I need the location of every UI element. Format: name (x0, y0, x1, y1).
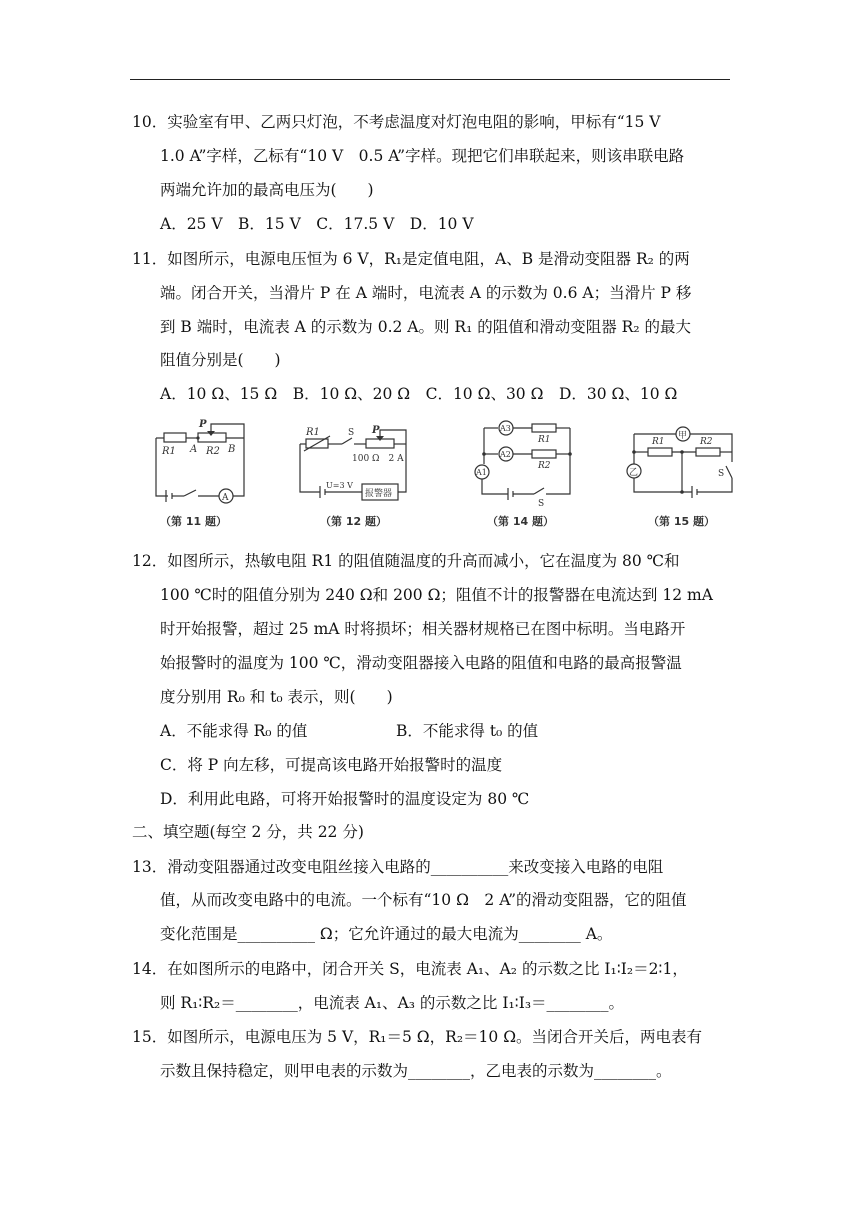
fig14-label-r1: R1 (538, 435, 551, 445)
fig15-label-yi: 乙 (629, 468, 639, 478)
circuit-diagram-q15 (620, 424, 740, 508)
fig12-label-r1: R1 (306, 427, 320, 438)
q15-line-1: 15．如图所示，电源电压为 5 V，R₁＝5 Ω，R₂＝10 Ω。当闭合开关后，两电表有 (132, 1028, 703, 1046)
circuit-diagram-q11 (136, 418, 266, 508)
fig14-label-s: S (538, 499, 545, 508)
q13-line-1: 13．滑动变阻器通过改变电阻丝接入电路的__________来改变接入电路的电阻 (132, 858, 664, 876)
fig12-label-alarm: 报警器 (365, 489, 393, 499)
q12-option-b: B．不能求得 t₀ 的值 (396, 722, 539, 740)
q11-line-2: 端。闭合开关，当滑片 P 在 A 端时，电流表 A 的示数为 0.6 A；当滑片 P 移 (160, 284, 692, 302)
header-rule (130, 79, 730, 80)
fig11-label-r1: R1 (162, 446, 176, 457)
fig11-label-r2: R2 (206, 446, 220, 457)
q12-line-3: 时开始报警，超过 25 mA 时将损坏；相关器材规格已在图中标明。当电路开 (160, 620, 686, 638)
q12-option-c: C．将 P 向左移，可提高该电路开始报警时的温度 (160, 756, 503, 774)
q11-line-4: 阻值分别是( ) (160, 351, 281, 369)
q13-line-2: 值，从而改变电路中的电流。一个标有“10 Ω 2 A”的滑动变阻器，它的阻值 (160, 891, 687, 909)
q12-line-5: 度分别用 R₀ 和 t₀ 表示，则( ) (160, 688, 393, 706)
fig12-label-spec: 100 Ω 2 A (352, 454, 404, 464)
fig12-label-u: U=3 V (326, 481, 353, 490)
q10-line-1: 10．实验室有甲、乙两只灯泡，不考虑温度对灯泡电阻的影响，甲标有“15 V (132, 113, 661, 131)
fig14-label-a2: A2 (500, 450, 511, 459)
fig11-ammeter-label: A (222, 493, 229, 503)
fig15-caption: （第 15 题） (648, 515, 715, 528)
fig14-label-a3: A3 (500, 424, 511, 433)
section-heading: 二、填空题(每空 2 分，共 22 分) (132, 823, 364, 841)
fig15-label-jia: 甲 (678, 431, 688, 441)
q14-line-1: 14．在如图所示的电路中，闭合开关 S，电流表 A₁、A₂ 的示数之比 I₁∶I₂＝2∶1， (132, 960, 688, 978)
q12-option-d: D．利用此电路，可将开始报警时的温度设定为 80 ℃ (160, 790, 530, 808)
q12-option-a: A．不能求得 R₀ 的值 (160, 722, 308, 740)
fig12-label-s: S (348, 428, 355, 438)
q15-line-2: 示数且保持稳定，则甲电表的示数为________，乙电表的示数为________。 (160, 1062, 672, 1080)
q12-line-4: 始报警时的温度为 100 ℃，滑动变阻器接入电路的阻值和电路的最高报警温 (160, 654, 682, 672)
fig12-caption: （第 12 题） (320, 515, 387, 528)
q14-line-2: 则 R₁∶R₂＝________，电流表 A₁、A₃ 的示数之比 I₁∶I₃＝________。 (160, 994, 625, 1012)
q13-line-3: 变化范围是__________ Ω；它允许通过的最大电流为________ A。 (160, 925, 613, 943)
fig14-label-a1: A1 (476, 468, 487, 477)
q12-line-2: 100 ℃时的阻值分别为 240 Ω和 200 Ω；阻值不计的报警器在电流达到 12 mA (160, 586, 713, 604)
q11-line-3: 到 B 端时，电流表 A 的示数为 0.2 A。则 R₁ 的阻值和滑动变阻器 R₂ 的最大 (160, 318, 691, 336)
circuit-diagram-q12 (296, 424, 416, 508)
circuit-diagram-q14 (470, 418, 580, 508)
q11-line-1: 11．如图所示，电源电压恒为 6 V，R₁是定值电阻，A、B 是滑动变阻器 R₂ 的两 (132, 250, 690, 268)
fig15-label-s: S (718, 469, 725, 479)
q10-line-3: 两端允许加的最高电压为( ) (160, 181, 374, 199)
q10-line-2: 1.0 A”字样，乙标有“10 V 0.5 A”字样。现把它们串联起来，则该串联电路 (160, 147, 685, 165)
q10-options: A．25 V B．15 V C．17.5 V D．10 V (160, 215, 474, 233)
fig12-label-p: P (372, 425, 380, 436)
q12-line-1: 12．如图所示，热敏电阻 R1 的阻值随温度的升高而减小，它在温度为 80 ℃和 (132, 552, 680, 570)
fig15-label-r1: R1 (652, 437, 665, 447)
fig14-label-r2: R2 (538, 461, 551, 471)
fig11-label-p: P (199, 419, 207, 430)
fig15-label-r2: R2 (700, 437, 713, 447)
fig14-caption: （第 14 题） (487, 515, 554, 528)
fig11-label-b: B (228, 444, 236, 455)
fig11-label-a: A (190, 444, 198, 455)
q11-options: A．10 Ω、15 Ω B．10 Ω、20 Ω C．10 Ω、30 Ω D．30 Ω、10 Ω (160, 385, 678, 403)
fig11-caption: （第 11 题） (160, 515, 227, 528)
